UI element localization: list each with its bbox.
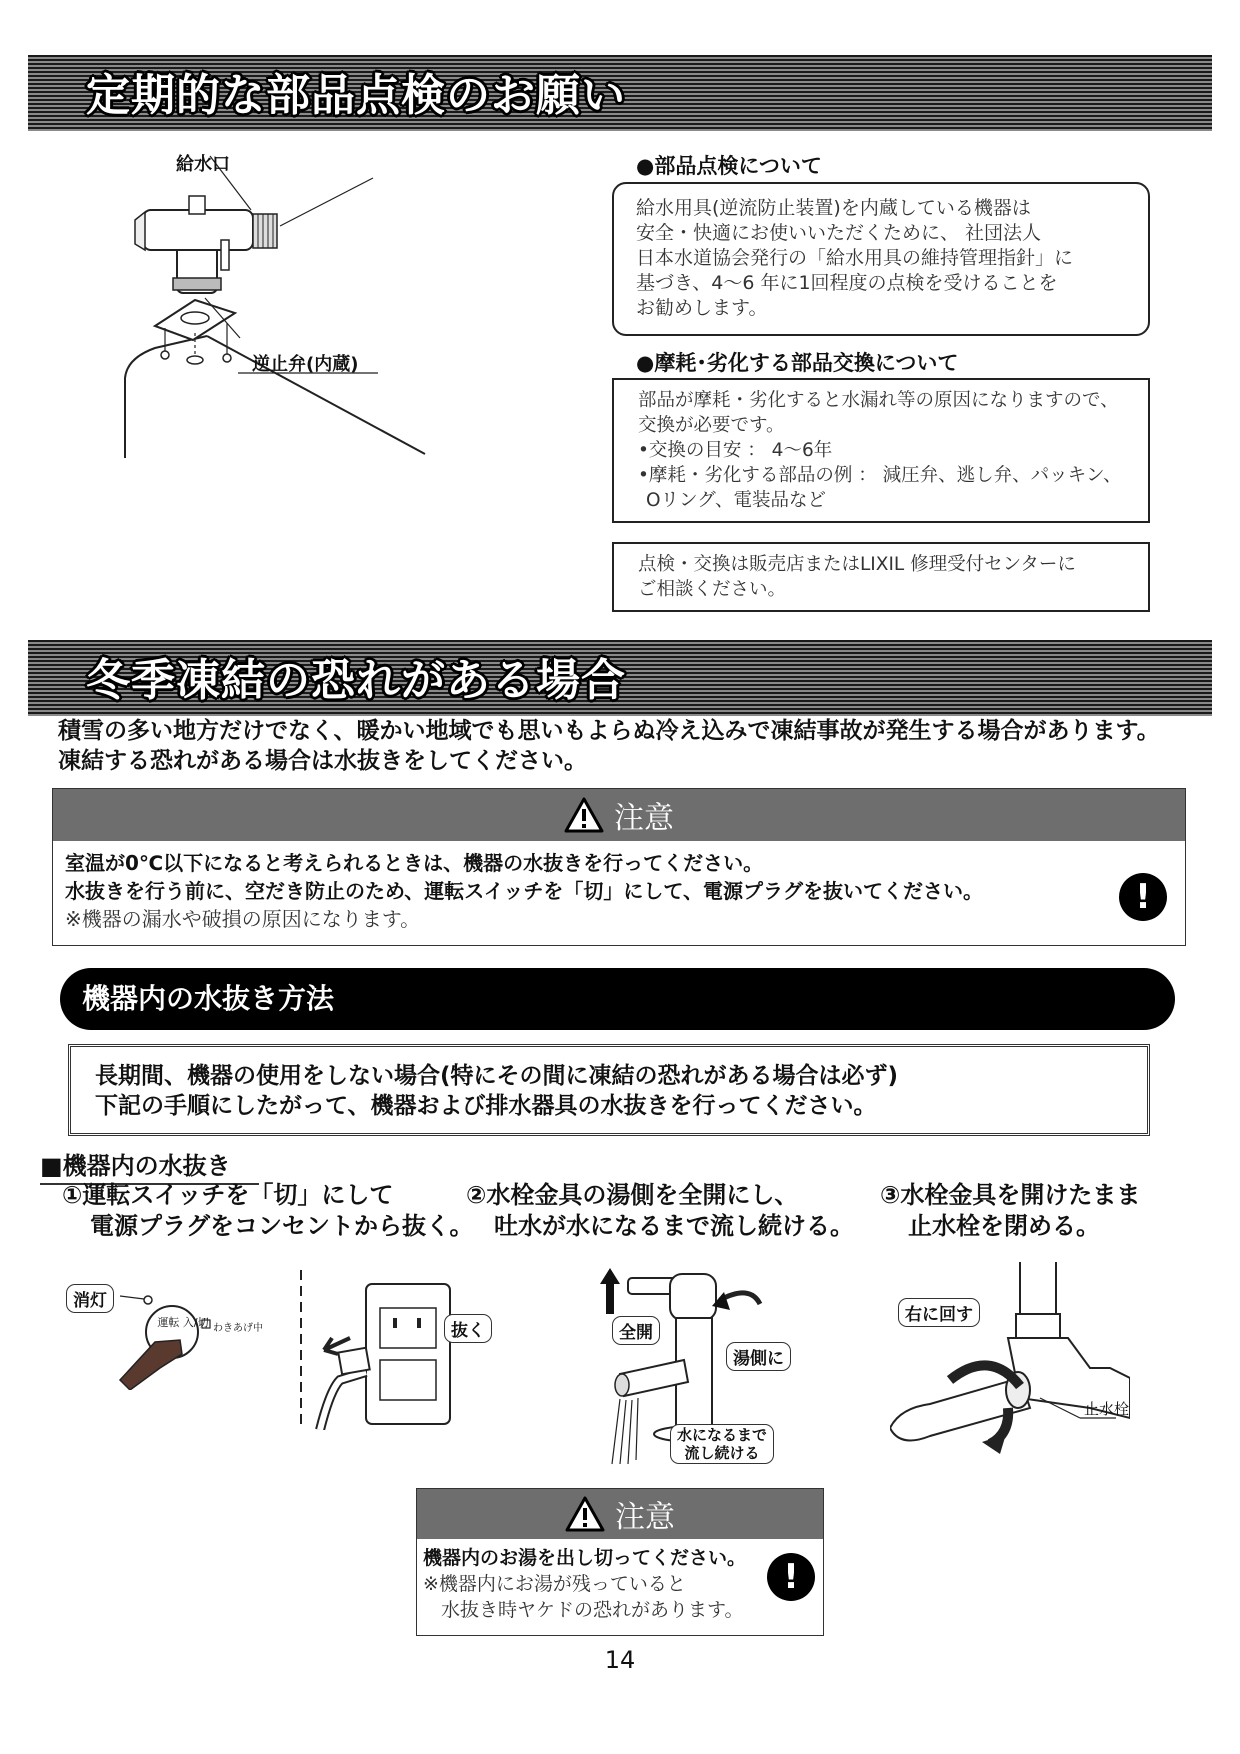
contact-line: ご相談ください。 [638, 579, 787, 600]
keep-flowing-line: 水になるまで [677, 1426, 768, 1444]
replacement-line: 部品が摩耗・劣化すると水漏れ等の原因になりますので、 [638, 390, 1119, 411]
step-line: ②水栓金具の湯側を全開にし、 [466, 1181, 799, 1209]
step-1 [62, 1180, 474, 1242]
section-title: 定期的な部品点検のお願い [86, 70, 626, 121]
replacement-box [612, 378, 1150, 523]
inspection-line: 日本水道協会発行の「給水用具の維持管理指針」に [636, 247, 1074, 269]
step-line: 吐水が水になるまで流し続ける。 [494, 1212, 854, 1240]
step-line: ①運転スイッチを「切」にして [62, 1181, 394, 1209]
keep-flowing-label [670, 1424, 774, 1464]
step-3 [880, 1180, 1140, 1242]
intro-line: 積雪の多い地方だけでなく、暖かい地域でも思いもよらぬ冷え込みで凍結事故が発生する場合があります。 [58, 718, 1160, 744]
step-line: ③水栓金具を開けたまま [880, 1181, 1141, 1209]
inspection-line: 給水用具(逆流防止装置)を内蔵している機器は [636, 197, 1031, 219]
divider-dashed [298, 1270, 304, 1430]
caution-note: ※機器内にお湯が残っていると [423, 1573, 686, 1595]
step-line: 電源プラグをコンセントから抜く。 [90, 1212, 474, 1240]
hot-side-label: 湯側に [726, 1342, 791, 1371]
step-2 [466, 1180, 854, 1242]
caution-title: 注意 [615, 1500, 675, 1535]
keep-flowing-line: 流し続ける [684, 1444, 760, 1462]
warning-triangle-icon [564, 797, 604, 833]
lamp-off-label: 消灯 [66, 1284, 114, 1313]
exclamation-icon: ! [767, 1553, 815, 1601]
caution-header [53, 789, 1185, 841]
outlet-illustration [310, 1280, 460, 1430]
inspection-line: 基づき、4〜6 年に1回程度の点検を受けることを [636, 272, 1058, 294]
turn-right-label: 右に回す [898, 1298, 980, 1327]
boil-indicator-label: わきあげ中 [213, 1323, 263, 1334]
contact-box [612, 542, 1150, 612]
caution-note: 水抜き時ヤケドの恐れがあります。 [441, 1599, 744, 1621]
caution-box-hot-water [416, 1488, 824, 1636]
contact-line: 点検・交換は販売店またはLIXIL 修理受付センターに [638, 554, 1076, 575]
caution-title: 注意 [614, 801, 674, 836]
notice-line: 長期間、機器の使用をしない場合(特にその間に凍結の恐れがある場合は必ず) [95, 1063, 899, 1089]
notice-line: 下記の手順にしたがって、機器および排水器具の水抜きを行ってください。 [95, 1093, 877, 1119]
exclamation-icon: ! [1119, 873, 1167, 921]
caution-header [417, 1489, 823, 1539]
inspection-line: 安全・快適にお使いいただくために、 社団法人 [636, 222, 1042, 244]
unplug-label: 抜く [444, 1314, 492, 1343]
inspection-box [612, 182, 1150, 336]
section-title: 冬季凍結の恐れがある場合 [86, 655, 626, 706]
switch-label: 運転 入/切 [157, 1316, 209, 1329]
valve-diagram [115, 148, 435, 458]
full-open-label: 全開 [612, 1316, 660, 1345]
intro-line: 凍結する恐れがある場合は水抜きをしてください。 [58, 748, 587, 774]
drain-method-heading: 機器内の水抜き方法 [60, 968, 1175, 1030]
replacement-line: •摩耗・劣化する部品の例 ： 減圧弁、逃し弁、パッキン、 [638, 465, 1122, 486]
check-valve-underline [238, 370, 378, 376]
replacement-line: 交換が必要です。 [638, 415, 785, 436]
caution-box-power [52, 788, 1186, 946]
caution-line: 室温が0℃以下になると考えられるときは、機器の水抜きを行ってください。 [65, 851, 764, 875]
drain-notice-box [68, 1044, 1150, 1136]
stop-valve-label: 止水栓 [1084, 1400, 1130, 1418]
supply-port-label: 給水口 [176, 154, 230, 175]
caution-note: ※機器の漏水や破損の原因になります。 [65, 907, 421, 931]
replacement-line: Oリング、電装品など [646, 490, 826, 511]
section-banner-inspection [28, 55, 1212, 131]
section-banner-freezing [28, 640, 1212, 716]
warning-triangle-icon [565, 1496, 605, 1532]
replacement-heading: ●摩耗･劣化する部品交換について [636, 351, 959, 375]
stop-valve-illustration [890, 1258, 1130, 1458]
caution-line: 機器内のお湯を出し切ってください。 [423, 1547, 747, 1569]
caution-body [417, 1539, 823, 1629]
replacement-line: •交換の目安 ： 4〜6年 [638, 440, 833, 461]
caution-body [53, 841, 1185, 941]
steps-heading: ■機器内の水抜き [40, 1146, 259, 1185]
caution-line: 水抜きを行う前に、空だき防止のため、運転スイッチを「切」にして、電源プラグを抜いてください。 [65, 879, 983, 903]
freezing-intro [58, 716, 1160, 776]
inspection-line: お勧めします。 [636, 297, 768, 319]
check-valve-label: 逆止弁(内蔵) [252, 354, 359, 375]
step-line: 止水栓を閉める。 [908, 1212, 1100, 1240]
inspection-heading: ●部品点検について [636, 154, 822, 178]
page-number: 14 [604, 1646, 636, 1674]
